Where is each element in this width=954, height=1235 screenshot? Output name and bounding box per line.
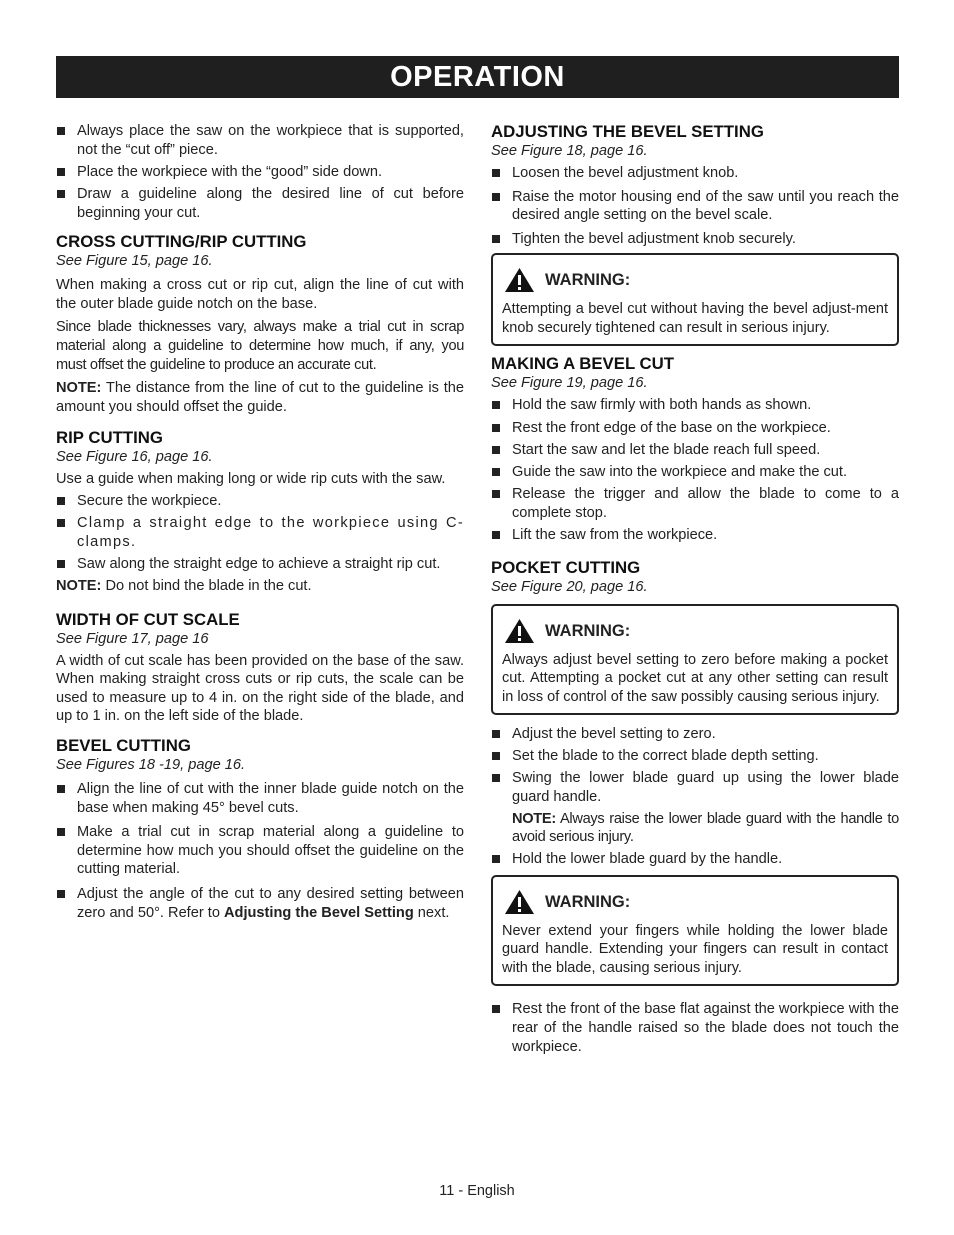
note-label: NOTE: xyxy=(56,380,102,397)
note-label: NOTE: xyxy=(512,810,556,827)
list-item: Hold the lower blade guard by the handle. xyxy=(491,850,899,869)
list-item: Always place the saw on the workpiece that is supported, not the “cut off” piece. xyxy=(56,122,464,159)
note-label: NOTE: xyxy=(56,578,102,595)
adjusting-bevel-list xyxy=(491,164,899,248)
square-bullet-icon xyxy=(492,1005,500,1013)
cross-cutting-section xyxy=(56,232,464,416)
section-heading: BEVEL CUTTING xyxy=(56,736,191,756)
square-bullet-icon xyxy=(492,490,500,498)
list-item: Hold the saw firmly with both hands as shown. xyxy=(491,396,899,415)
section-heading: MAKING A BEVEL CUT xyxy=(491,354,675,374)
figure-reference: See Figure 18, page 16. xyxy=(491,143,648,159)
figure-reference: See Figures 18 -19, page 16. xyxy=(56,757,246,774)
square-bullet-icon xyxy=(492,193,500,201)
page-footer xyxy=(0,1183,954,1199)
page-header xyxy=(56,56,899,98)
square-bullet-icon xyxy=(492,531,500,539)
section-heading: POCKET CUTTING xyxy=(491,557,641,577)
warning-box xyxy=(491,604,899,716)
warning-text: Never extend your fingers while holding the lower blade guard handle. Extending your fingers can result in contact with the blade, causing serious injury. xyxy=(502,922,888,976)
list-item: Rest the front of the base flat against the workpiece with the rear of the handle raised so the blade does not touch the workpiece. xyxy=(491,1000,899,1056)
list-item: Make a trial cut in scrap material along a guideline to determine how much you should offset the guideline on the cutting material. xyxy=(56,823,464,879)
square-bullet-icon xyxy=(57,497,65,505)
warning-title: WARNING: xyxy=(502,618,888,644)
list-item: Place the workpiece with the “good” side down. xyxy=(56,163,464,182)
section-heading: WIDTH OF CUT SCALE xyxy=(56,609,240,629)
square-bullet-icon xyxy=(492,468,500,476)
intro-list xyxy=(56,122,464,222)
bevel-cutting-section xyxy=(56,736,464,922)
pocket-cutting-final-list xyxy=(491,1000,899,1056)
square-bullet-icon xyxy=(492,446,500,454)
list-item: Adjust the angle of the cut to any desired setting between zero and 50°. Refer to Adjusting the Bevel Setting next. xyxy=(56,885,464,922)
square-bullet-icon xyxy=(57,190,65,198)
pocket-cutting-list xyxy=(491,725,899,869)
square-bullet-icon xyxy=(492,424,500,432)
warning-title: WARNING: xyxy=(502,267,888,293)
list-item: Guide the saw into the workpiece and make the cut. xyxy=(491,463,899,482)
list-item: Adjust the bevel setting to zero. xyxy=(491,725,899,744)
square-bullet-icon xyxy=(492,235,500,243)
note-paragraph: NOTE: Do not bind the blade in the cut. xyxy=(56,578,312,595)
section-heading: RIP CUTTING xyxy=(56,428,163,448)
square-bullet-icon xyxy=(57,828,65,836)
section-heading: ADJUSTING THE BEVEL SETTING xyxy=(491,122,764,141)
note-paragraph: NOTE: Always raise the lower blade guard with the handle to avoid serious injury. xyxy=(512,810,899,846)
paragraph: When making a cross cut or rip cut, align the line of cut with the outer blade guide notch on the base. xyxy=(56,277,464,312)
warning-title: WARNING: xyxy=(502,889,888,915)
list-item: Secure the workpiece. xyxy=(56,492,464,511)
page-title: OPERATION xyxy=(390,61,565,93)
warning-box xyxy=(491,875,899,987)
paragraph: A width of cut scale has been provided on the base of the saw. When making straight cross cuts or rip cuts, the scale can be used to measure up to 4 in. on the right side of the blade, and up to 1 in. on the left side of the blade. xyxy=(56,652,464,725)
list-item: Draw a guideline along the desired line of cut before beginning your cut. xyxy=(56,185,464,222)
paragraph: Use a guide when making long or wide rip cuts with the saw. xyxy=(56,471,446,488)
rip-cutting-list xyxy=(56,492,464,574)
left-column xyxy=(56,122,464,926)
pocket-cutting-section xyxy=(491,558,899,1057)
square-bullet-icon xyxy=(57,890,65,898)
list-item: Raise the motor housing end of the saw until you reach the desired angle setting on the bevel scale. xyxy=(491,188,899,225)
width-scale-section xyxy=(56,610,464,726)
making-bevel-section xyxy=(491,354,899,544)
warning-triangle-icon xyxy=(504,618,535,644)
square-bullet-icon xyxy=(57,785,65,793)
warning-box xyxy=(491,253,899,346)
square-bullet-icon xyxy=(57,519,65,527)
making-bevel-list xyxy=(491,396,899,544)
list-item: Loosen the bevel adjustment knob. xyxy=(491,164,899,183)
right-column xyxy=(491,122,899,1060)
list-item: Saw along the straight edge to achieve a straight rip cut. xyxy=(56,555,464,574)
section-heading: CROSS CUTTING/RIP CUTTING xyxy=(56,232,307,252)
square-bullet-icon xyxy=(492,774,500,782)
list-item: Swing the lower blade guard up using the lower blade guard handle. NOTE: Always raise the lower blade guard with the handle to avoid serious injury. xyxy=(491,769,899,846)
square-bullet-icon xyxy=(57,560,65,568)
warning-triangle-icon xyxy=(504,889,535,915)
bevel-cutting-list xyxy=(56,780,464,922)
square-bullet-icon xyxy=(492,169,500,177)
square-bullet-icon xyxy=(492,401,500,409)
square-bullet-icon xyxy=(492,752,500,760)
square-bullet-icon xyxy=(492,730,500,738)
warning-text: Always adjust bevel setting to zero before making a pocket cut. Attempting a pocket cut at any other setting can result in loss of control of the saw possibly causing serious injury. xyxy=(502,651,888,705)
list-item: Tighten the bevel adjustment knob securely. xyxy=(491,230,899,249)
figure-reference: See Figure 15, page 16. xyxy=(56,253,213,270)
list-item: Align the line of cut with the inner blade guide notch on the base when making 45° bevel cuts. xyxy=(56,780,464,817)
list-item: Rest the front edge of the base on the workpiece. xyxy=(491,419,899,438)
figure-reference: See Figure 17, page 16 xyxy=(56,630,209,647)
list-item: Release the trigger and allow the blade to come to a complete stop. xyxy=(491,485,899,522)
square-bullet-icon xyxy=(492,855,500,863)
rip-cutting-section xyxy=(56,428,464,595)
warning-text: Attempting a bevel cut without having the bevel adjust-ment knob securely tightened can result in serious injury. xyxy=(502,301,888,336)
list-item: Lift the saw from the workpiece. xyxy=(491,526,899,545)
adjusting-bevel-section xyxy=(491,122,899,346)
list-item: Set the blade to the correct blade depth setting. xyxy=(491,747,899,766)
figure-reference: See Figure 20, page 16. xyxy=(491,578,648,595)
paragraph: Since blade thicknesses vary, always make a trial cut in scrap material along a guideline to determine how much, if any, you must offset the guideline to produce an accurate cut. xyxy=(56,319,464,373)
square-bullet-icon xyxy=(57,127,65,135)
figure-reference: See Figure 19, page 16. xyxy=(491,375,648,392)
page-number: 11 - English xyxy=(439,1183,515,1199)
list-item: Start the saw and let the blade reach full speed. xyxy=(491,441,899,460)
note-paragraph: NOTE: The distance from the line of cut to the guideline is the amount you should offset the guide. xyxy=(56,380,464,415)
square-bullet-icon xyxy=(57,168,65,176)
cross-reference: Adjusting the Bevel Setting xyxy=(224,904,414,921)
list-item: Clamp a straight edge to the workpiece using C-clamps. xyxy=(56,514,464,551)
warning-triangle-icon xyxy=(504,267,535,293)
figure-reference: See Figure 16, page 16. xyxy=(56,449,213,466)
